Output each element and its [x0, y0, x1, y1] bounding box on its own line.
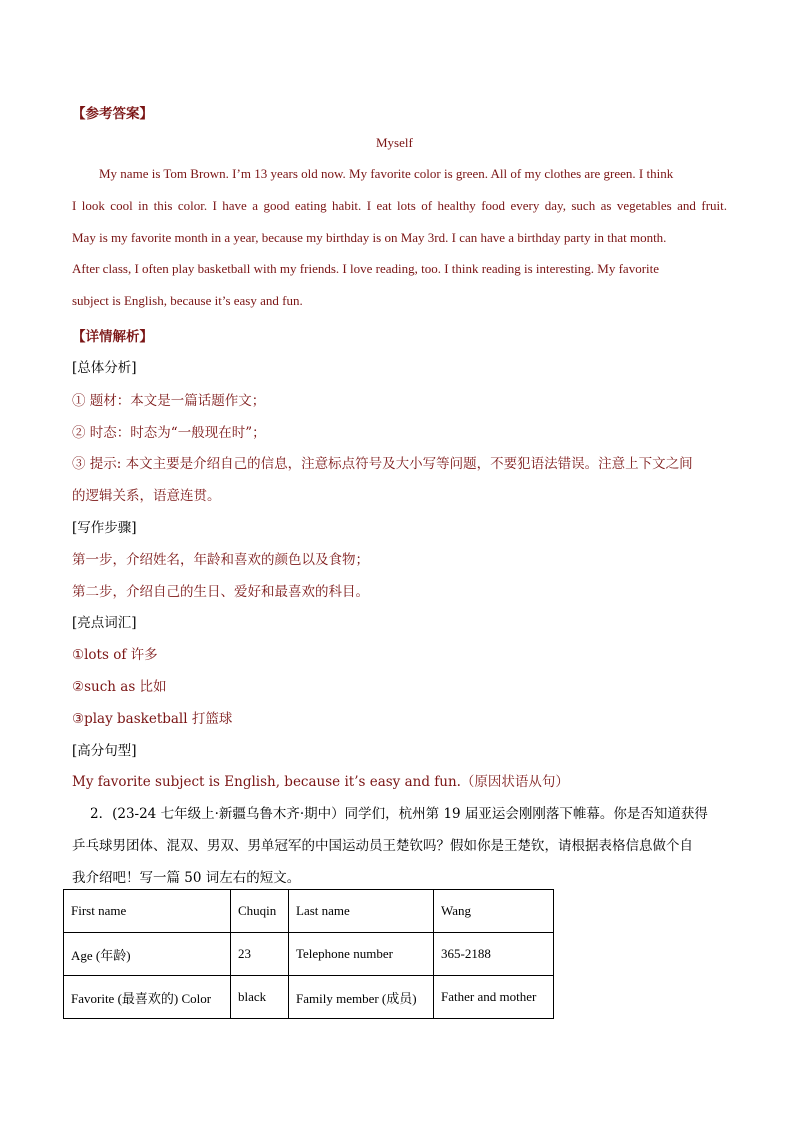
table-row	[64, 976, 554, 1019]
table-cell: Age (年龄)	[64, 933, 231, 976]
question2-line: 乒乓球男团体、混双、男双、男单冠军的中国运动员王楚钦吗？假如你是王楚钦，请根据表格信息做个自	[72, 838, 693, 854]
question2-line: 我介绍吧！写一篇 50 词左右的短文。	[72, 870, 301, 886]
table-row	[64, 890, 554, 933]
table-cell: Last name	[289, 890, 434, 933]
analysis-heading: 【详情解析】	[72, 329, 153, 345]
answer-heading: 【参考答案】	[72, 106, 153, 122]
info-table	[63, 889, 554, 1019]
table-cell: Favorite (最喜欢的) Color	[64, 976, 231, 1019]
essay-line: I look cool in this color. I have a good eating habit. I eat lots of healthy food every day, such as vegetables and fruit.	[72, 198, 727, 213]
essay-line: May is my favorite month in a year, because my birthday is on May 3rd. I can have a birthday party in that month.	[72, 230, 667, 245]
overall-item: ① 题材：本文是一篇话题作文；	[72, 393, 266, 409]
table-cell: Father and mother	[434, 976, 554, 1019]
sentence-label: [高分句型]	[72, 743, 137, 759]
table-cell: Chuqin	[231, 890, 289, 933]
steps-item: 第二步，介绍自己的生日、爱好和最喜欢的科目。	[72, 584, 369, 600]
table-row	[64, 933, 554, 976]
table-cell: Telephone number	[289, 933, 434, 976]
question2-line: 2．(23-24 七年级上·新疆乌鲁木齐·期中）同学们，杭州第 19 届亚运会刚刚落下帷幕。你是否知道获得	[90, 806, 708, 822]
table-cell: 365-2188	[434, 933, 554, 976]
vocab-item: ③play basketball 打篮球	[72, 711, 233, 727]
overall-item: 的逻辑关系，语意连贯。	[72, 488, 221, 504]
steps-label: [写作步骤]	[72, 520, 137, 536]
essay-line: subject is English, because it’s easy and fun.	[72, 293, 303, 308]
vocab-item: ①lots of 许多	[72, 647, 158, 663]
table-cell: First name	[64, 890, 231, 933]
table-cell: Family member (成员)	[289, 976, 434, 1019]
sentence-text: My favorite subject is English, because it’s easy and fun.（原因状语从句）	[72, 774, 569, 790]
essay-line: My name is Tom Brown. I’m 13 years old now. My favorite color is green. All of my clothes are green. I think	[99, 166, 674, 181]
table-cell: 23	[231, 933, 289, 976]
vocab-item: ②such as 比如	[72, 679, 167, 695]
steps-item: 第一步，介绍姓名，年龄和喜欢的颜色以及食物；	[72, 552, 369, 568]
overall-label: [总体分析]	[72, 360, 137, 376]
vocab-label: [亮点词汇]	[72, 615, 137, 631]
overall-item: ③ 提示: 本文主要是介绍自己的信息，注意标点符号及大小写等问题，不要犯语法错误。注意上下文之间	[72, 456, 693, 472]
table-cell: Wang	[434, 890, 554, 933]
essay-line: After class, I often play basketball with my friends. I love reading, too. I think reading is interesting. My favorite	[72, 261, 660, 276]
table-cell: black	[231, 976, 289, 1019]
overall-item: ② 时态：时态为“一般现在时”；	[72, 425, 266, 441]
essay-title: Myself	[376, 135, 413, 150]
